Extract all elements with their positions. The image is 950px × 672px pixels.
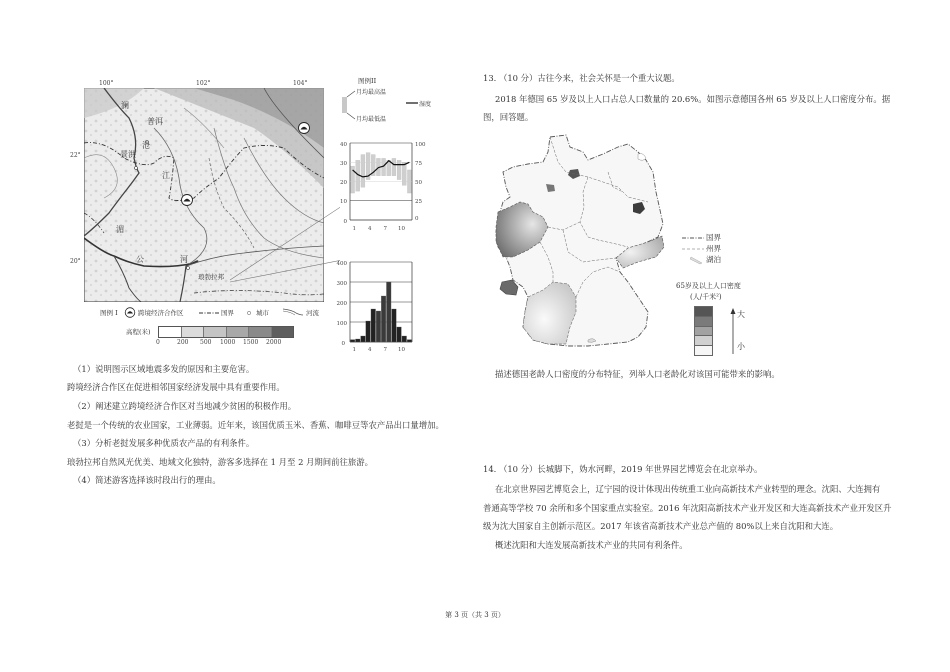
- q13-intro: 2018 年德国 65 岁及以上人口占总人口数量的 20.6%。如图示意德国各州 65 岁及以上人口密度分布。据: [495, 94, 891, 104]
- elevation-tick: 0: [156, 339, 160, 346]
- svg-text:300: 300: [336, 281, 347, 287]
- svg-text:200: 200: [336, 301, 347, 307]
- svg-text:75: 75: [415, 161, 422, 167]
- city-dot-icon: [246, 310, 252, 316]
- legend-2: [336, 74, 436, 129]
- elevation-swatch: [204, 327, 227, 337]
- page-footer: 第 3 页（共 3 页）: [445, 611, 505, 619]
- density-title: 65岁及以上人口密度: [676, 282, 741, 290]
- legend-1-title: 图例 I: [100, 309, 118, 317]
- label-mekong-river: 公: [136, 255, 144, 264]
- arrow-up-icon: [729, 308, 737, 354]
- elevation-tick: 1000: [220, 339, 236, 346]
- legend-lake: 湖泊: [706, 255, 721, 264]
- q13-heading: 13. （10 分）古往今来，社会关怀是一个重大议题。: [483, 73, 680, 83]
- svg-text:10: 10: [398, 347, 405, 353]
- label-lancang-river: 江: [162, 171, 170, 180]
- river-icon: [282, 307, 304, 317]
- svg-text:4: 4: [368, 347, 372, 353]
- q14-paragraph-cont: 普通高等学校 70 余所和多个国家重点实验室。2016 年沈阳高新技术产业开发区和大连高新技术产业开发区升: [483, 503, 892, 513]
- legend-state-border: 州界: [706, 244, 721, 253]
- svg-text:30: 30: [340, 161, 347, 167]
- question-2: （2）阐述建立跨境经济合作区对当地减少贫困的积极作用。: [73, 401, 297, 411]
- elevation-tick: 200: [177, 339, 189, 346]
- density-swatch: [695, 327, 712, 337]
- svg-text:0: 0: [415, 216, 419, 222]
- temperature-humidity-chart: [336, 130, 436, 242]
- legend-2-title: 图例II: [358, 77, 377, 85]
- density-swatch: [695, 307, 712, 317]
- svg-text:0: 0: [343, 219, 347, 225]
- elevation-swatch: [159, 327, 182, 337]
- q13-question: 描述德国老龄人口密度的分布特征，列举人口老龄化对该国可能带来的影响。: [495, 369, 780, 379]
- longitude-label: 104°: [293, 80, 308, 87]
- svg-text:10: 10: [398, 226, 405, 232]
- lake-icon: [690, 255, 704, 265]
- svg-text:1: 1: [352, 226, 356, 232]
- precipitation-chart: [336, 250, 436, 358]
- elevation-tick: 1500: [243, 339, 259, 346]
- legend-label: 河流: [306, 309, 319, 317]
- elevation-swatch: [249, 327, 272, 337]
- precipitation-bars: [350, 282, 411, 342]
- svg-text:50: 50: [415, 180, 422, 186]
- temp-range-bars: [351, 153, 412, 193]
- label-luang-prabang: 琅勃拉邦: [198, 273, 224, 281]
- legend-label: 跨境经济合作区: [138, 309, 184, 317]
- legend-label: 国界: [221, 309, 234, 317]
- density-high: 大: [737, 310, 745, 319]
- label-lancang-river: 澜: [121, 101, 129, 110]
- elevation-swatch: [272, 327, 294, 337]
- elevation-scale: [158, 326, 294, 338]
- germany-map-legend: [660, 230, 780, 355]
- q14-heading: 14. （10 分）长城脚下，妫水河畔，2019 年世界园艺博览会在北京举办。: [483, 464, 763, 474]
- svg-text:20: 20: [340, 180, 347, 186]
- q14-paragraph: 在北京世界园艺博览会上，辽宁园的设计体现出传统重工业向高新技术产业转型的理念。沈阳、大连拥有: [495, 484, 881, 494]
- svg-text:25: 25: [415, 199, 422, 205]
- label-puer: 普洱: [147, 117, 163, 126]
- label-mekong-river: 河: [180, 255, 188, 264]
- legend-label: 城市: [256, 309, 269, 317]
- humidity-line-icon: [406, 101, 418, 105]
- svg-text:400: 400: [336, 261, 347, 267]
- elevation-tick: 2000: [266, 339, 282, 346]
- border-line-icon: [199, 310, 219, 316]
- elevation-label: 高程(米): [126, 328, 151, 336]
- density-scale: [694, 306, 713, 356]
- density-swatch: [695, 336, 712, 346]
- connector-lines: [210, 200, 340, 290]
- density-swatch: [695, 346, 712, 355]
- longitude-label: 100°: [99, 80, 114, 87]
- svg-text:10: 10: [340, 199, 347, 205]
- elevation-swatch: [227, 327, 250, 337]
- legend-max-temp: 月均最高温: [356, 89, 387, 96]
- longitude-label: 102°: [196, 80, 211, 87]
- question-4: （4）简述游客选择该时段出行的理由。: [73, 475, 221, 485]
- latitude-label: 22°: [70, 152, 81, 159]
- svg-text:4: 4: [368, 226, 372, 232]
- legend-national-border: 国界: [706, 233, 721, 242]
- precipitation-plot: [336, 258, 436, 358]
- economic-zone-icon: [299, 123, 310, 134]
- svg-text:1: 1: [352, 347, 356, 353]
- legend-min-temp: 月均最低温: [356, 116, 387, 123]
- svg-text:7: 7: [383, 226, 387, 232]
- germany-map: [488, 132, 678, 357]
- svg-text:7: 7: [383, 347, 387, 353]
- label-mekong-river: 湄: [116, 225, 124, 234]
- economic-zone-icon: [124, 307, 136, 318]
- context-text: 琅勃拉邦自然风光优美、地域文化独特，游客多选择在 1 月至 2 月期间前往旅游。: [67, 457, 374, 467]
- label-jinghong: 景洪: [120, 150, 136, 159]
- question-1: （1）说明图示区域地震多发的原因和主要危害。: [73, 364, 255, 374]
- svg-text:100: 100: [415, 142, 426, 148]
- svg-text:0: 0: [341, 341, 345, 347]
- density-low: 小: [737, 342, 745, 351]
- q14-paragraph-cont: 级为沈大国家自主创新示范区。2017 年该省高新技术产业总产值的 80%以上来自沈阳和大连。: [483, 521, 839, 531]
- q13-intro-cont: 图，回答题。: [483, 112, 534, 122]
- latitude-label: 20°: [70, 258, 81, 265]
- economic-zone-icon: [182, 195, 193, 206]
- elevation-swatch: [182, 327, 205, 337]
- state-border-icon: [682, 246, 704, 252]
- question-3: （3）分析老挝发展多种优质农产品的有利条件。: [73, 438, 255, 448]
- svg-text:40: 40: [340, 142, 347, 148]
- context-text: 老挝是一个传统的农业国家，工业薄弱。近年来，该国优质玉米、香蕉、咖啡豆等农产品出口量增加。: [67, 420, 444, 430]
- elevation-tick: 500: [200, 339, 212, 346]
- legend-1: [100, 307, 340, 355]
- label-lancang-river: 沧: [142, 141, 150, 150]
- germany-map-graphic: [488, 132, 678, 357]
- svg-text:100: 100: [336, 321, 347, 327]
- q14-question: 概述沈阳和大连发展高新技术产业的共同有利条件。: [495, 540, 688, 550]
- density-unit: (人/千米²): [690, 293, 722, 301]
- legend-humidity: 湿度: [419, 101, 432, 108]
- context-text: 跨境经济合作区在促进相邻国家经济发展中具有重要作用。: [67, 382, 285, 392]
- national-border-icon: [682, 235, 704, 241]
- density-swatch: [695, 317, 712, 327]
- temperature-humidity-plot: [336, 140, 436, 242]
